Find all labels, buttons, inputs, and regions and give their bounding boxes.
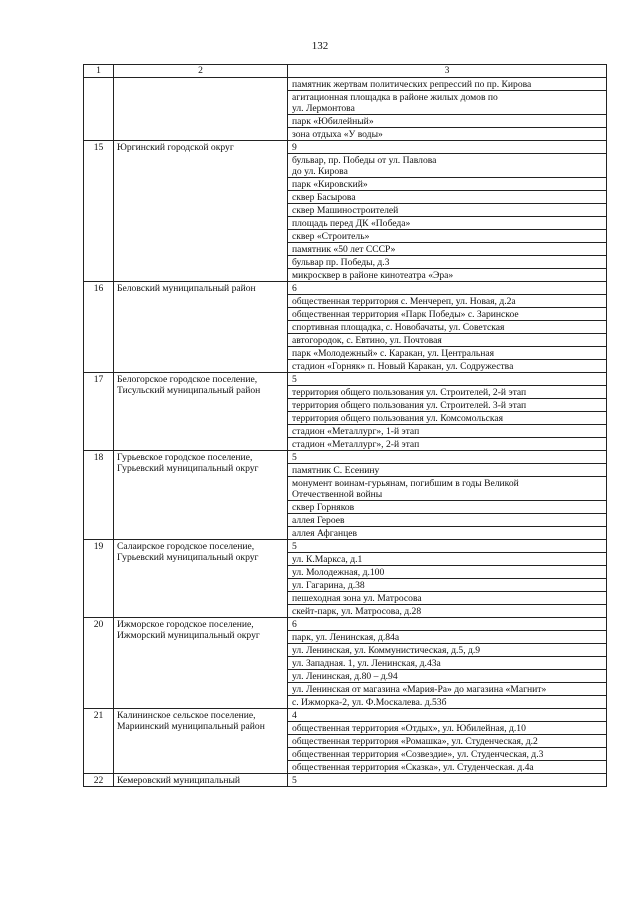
territory-text: ул. Гагарина, д.38 bbox=[292, 580, 365, 591]
territory-cell bbox=[288, 501, 607, 514]
territory-text: территория общего пользования ул. Строителей, 2-й этап bbox=[292, 387, 527, 398]
territory-count-cell bbox=[288, 540, 607, 553]
row-number-cell: 18 bbox=[84, 451, 114, 540]
territory-text: памятник «50 лет СССР» bbox=[292, 244, 396, 255]
territory-text: площадь перед ДК «Победа» bbox=[292, 218, 411, 229]
territory-text: ул. Ленинская, д.80 – д.94 bbox=[292, 671, 398, 682]
municipality-name-cell: Салаирское городское поселение, Гурьевский муниципальный округ bbox=[114, 540, 288, 618]
municipality-name-cell bbox=[114, 78, 288, 141]
territory-cell bbox=[288, 115, 607, 128]
territory-text: памятник С. Есенину bbox=[292, 465, 380, 476]
territory-text: общественная территория «Ромашка», ул. Студенческая, д.2 bbox=[292, 736, 538, 747]
territory-cell bbox=[288, 295, 607, 308]
territory-cell bbox=[288, 412, 607, 425]
territory-cell bbox=[288, 514, 607, 527]
territory-text: автогородок, с. Евтино, ул. Почтовая bbox=[292, 335, 442, 346]
territory-cell bbox=[288, 553, 607, 566]
territory-cell bbox=[288, 592, 607, 605]
territory-text: ул. Западная. 1, ул. Ленинская, д.43а bbox=[292, 658, 441, 669]
table-header-row bbox=[84, 65, 607, 78]
territory-cell bbox=[288, 308, 607, 321]
territory-cell bbox=[288, 748, 607, 761]
territory-text: территория общего пользования ул. Строителей. 3-й этап bbox=[292, 400, 527, 411]
row-number-cell: 15 bbox=[84, 141, 114, 282]
territory-count-cell bbox=[288, 373, 607, 386]
municipality-table bbox=[83, 64, 607, 787]
territory-cell bbox=[288, 154, 607, 178]
row-number-cell: 19 bbox=[84, 540, 114, 618]
territory-count-cell bbox=[288, 451, 607, 464]
territory-text: общественная территория «Отдых», ул. Юбилейная, д.10 bbox=[292, 723, 526, 734]
territory-text: сквер Машиностроителей bbox=[292, 205, 399, 216]
territory-text: бульвар, пр. Победы от ул. Павлова до ул. Кирова bbox=[292, 155, 437, 177]
territory-cell bbox=[288, 399, 607, 412]
territory-cell bbox=[288, 243, 607, 256]
territory-cell bbox=[288, 670, 607, 683]
municipality-name-cell: Беловский муниципальный район bbox=[114, 282, 288, 373]
territory-text: аллея Афганцев bbox=[292, 528, 358, 539]
column-header-territories: 3 bbox=[288, 65, 607, 78]
table-row bbox=[84, 540, 607, 553]
territory-text: 5 bbox=[292, 452, 297, 463]
territory-cell bbox=[288, 230, 607, 243]
territory-cell bbox=[288, 78, 607, 91]
territory-cell bbox=[288, 761, 607, 774]
table-row bbox=[84, 618, 607, 631]
territory-text: ул. К.Маркса, д.1 bbox=[292, 554, 363, 565]
territory-text: 4 bbox=[292, 710, 297, 721]
territory-text: 6 bbox=[292, 619, 297, 630]
territory-count-cell bbox=[288, 774, 607, 787]
territory-text: стадион «Горняк» п. Новый Каракан, ул. Содружества bbox=[292, 361, 514, 372]
territory-text: сквер «Строитель» bbox=[292, 231, 370, 242]
territory-cell bbox=[288, 566, 607, 579]
territory-cell bbox=[288, 696, 607, 709]
territory-cell bbox=[288, 657, 607, 670]
territory-cell bbox=[288, 128, 607, 141]
table-row bbox=[84, 78, 607, 91]
territory-cell bbox=[288, 683, 607, 696]
territory-text: парк «Юбилейный» bbox=[292, 116, 374, 127]
territory-cell bbox=[288, 386, 607, 399]
territory-cell bbox=[288, 360, 607, 373]
territory-count-cell bbox=[288, 282, 607, 295]
territory-text: агитационная площадка в районе жилых домов по ул. Лермонтова bbox=[292, 92, 498, 114]
territory-text: общественная территория «Созвездие», ул. Студенческая, д.3 bbox=[292, 749, 544, 760]
territory-text: парк, ул. Ленинская, д.84а bbox=[292, 632, 400, 643]
territory-text: ул. Ленинская от магазина «Мария-Ра» до магазина «Магнит» bbox=[292, 684, 547, 695]
row-number-cell: 16 bbox=[84, 282, 114, 373]
territory-cell bbox=[288, 321, 607, 334]
territory-text: парк «Молодежный» с. Каракан, ул. Центральная bbox=[292, 348, 495, 359]
territory-text: общественная территория «Парк Победы» с. Заринское bbox=[292, 309, 519, 320]
municipality-name-cell: Кемеровский муниципальный bbox=[114, 774, 288, 787]
territory-cell bbox=[288, 269, 607, 282]
municipality-name-cell: Гурьевское городское поселение, Гурьевский муниципальный округ bbox=[114, 451, 288, 540]
municipality-name-cell: Калининское сельское поселение, Мариинский муниципальный район bbox=[114, 709, 288, 774]
territory-cell bbox=[288, 91, 607, 115]
territory-text: 6 bbox=[292, 283, 297, 294]
territory-text: ул. Молодежная, д.100 bbox=[292, 567, 385, 578]
territory-text: спортивная площадка, с. Новобачаты, ул. Советская bbox=[292, 322, 505, 333]
territory-text: скейт-парк, ул. Матросова, д.28 bbox=[292, 606, 422, 617]
territory-text: пешеходная зона ул. Матросова bbox=[292, 593, 422, 604]
territory-cell bbox=[288, 256, 607, 269]
territory-cell bbox=[288, 425, 607, 438]
row-number-cell: 22 bbox=[84, 774, 114, 787]
table-row bbox=[84, 282, 607, 295]
territory-cell bbox=[288, 204, 607, 217]
territory-text: общественная территория с. Менчереп, ул. Новая, д.2а bbox=[292, 296, 516, 307]
territory-text: стадион «Металлург», 1-й этап bbox=[292, 426, 420, 437]
territory-text: бульвар пр. Победы, д.3 bbox=[292, 257, 390, 268]
page-number: 132 bbox=[311, 40, 329, 52]
territory-cell bbox=[288, 644, 607, 657]
territory-cell bbox=[288, 527, 607, 540]
territory-text: памятник жертвам политических репрессий по пр. Кирова bbox=[292, 79, 532, 90]
territory-cell bbox=[288, 178, 607, 191]
territory-cell bbox=[288, 735, 607, 748]
table-row bbox=[84, 709, 607, 722]
territory-text: зона отдыха «У воды» bbox=[292, 129, 383, 140]
territory-text: монумент воинам-гурьянам, погибшим в годы Великой Отечественной войны bbox=[292, 478, 519, 500]
table-row bbox=[84, 373, 607, 386]
row-number-cell: 17 bbox=[84, 373, 114, 451]
row-number-cell: 21 bbox=[84, 709, 114, 774]
territory-cell bbox=[288, 477, 607, 501]
territory-cell bbox=[288, 605, 607, 618]
territory-cell bbox=[288, 217, 607, 230]
territory-text: микросквер в районе кинотеатра «Эра» bbox=[292, 270, 454, 281]
territory-cell bbox=[288, 191, 607, 204]
table-row bbox=[84, 141, 607, 154]
territory-count-cell bbox=[288, 618, 607, 631]
territory-cell bbox=[288, 464, 607, 477]
territory-text: парк «Кировский» bbox=[292, 179, 368, 190]
row-number-cell bbox=[84, 78, 114, 141]
column-header-municipality: 2 bbox=[114, 65, 288, 78]
territory-text: общественная территория «Сказка», ул. Студенческая. д.4а bbox=[292, 762, 534, 773]
municipality-name-cell: Ижморское городское поселение, Ижморский муниципальный округ bbox=[114, 618, 288, 709]
municipality-name-cell: Юргинский городской округ bbox=[114, 141, 288, 282]
territory-text: 5 bbox=[292, 775, 297, 786]
territory-text: с. Ижморка-2, ул. Ф.Москалева. д.53б bbox=[292, 697, 447, 708]
territory-text: 5 bbox=[292, 541, 297, 552]
territory-text: 9 bbox=[292, 142, 297, 153]
row-number-cell: 20 bbox=[84, 618, 114, 709]
territory-cell bbox=[288, 347, 607, 360]
territory-text: ул. Ленинская, ул. Коммунистическая, д.5, д.9 bbox=[292, 645, 481, 656]
table-row bbox=[84, 774, 607, 787]
territory-cell bbox=[288, 722, 607, 735]
territory-cell bbox=[288, 631, 607, 644]
territory-count-cell bbox=[288, 709, 607, 722]
territory-count-cell bbox=[288, 141, 607, 154]
territory-text: территория общего пользования ул. Комсомольская bbox=[292, 413, 504, 424]
territory-text: сквер Горняков bbox=[292, 502, 355, 513]
territory-cell bbox=[288, 334, 607, 347]
municipality-name-cell: Белогорское городское поселение, Тисульский муниципальный район bbox=[114, 373, 288, 451]
territory-text: аллея Героев bbox=[292, 515, 345, 526]
table-row bbox=[84, 451, 607, 464]
territory-cell bbox=[288, 438, 607, 451]
column-header-number: 1 bbox=[84, 65, 114, 78]
territory-cell bbox=[288, 579, 607, 592]
territory-text: 5 bbox=[292, 374, 297, 385]
territory-text: стадион «Металлург», 2-й этап bbox=[292, 439, 420, 450]
territory-text: сквер Басырова bbox=[292, 192, 356, 203]
